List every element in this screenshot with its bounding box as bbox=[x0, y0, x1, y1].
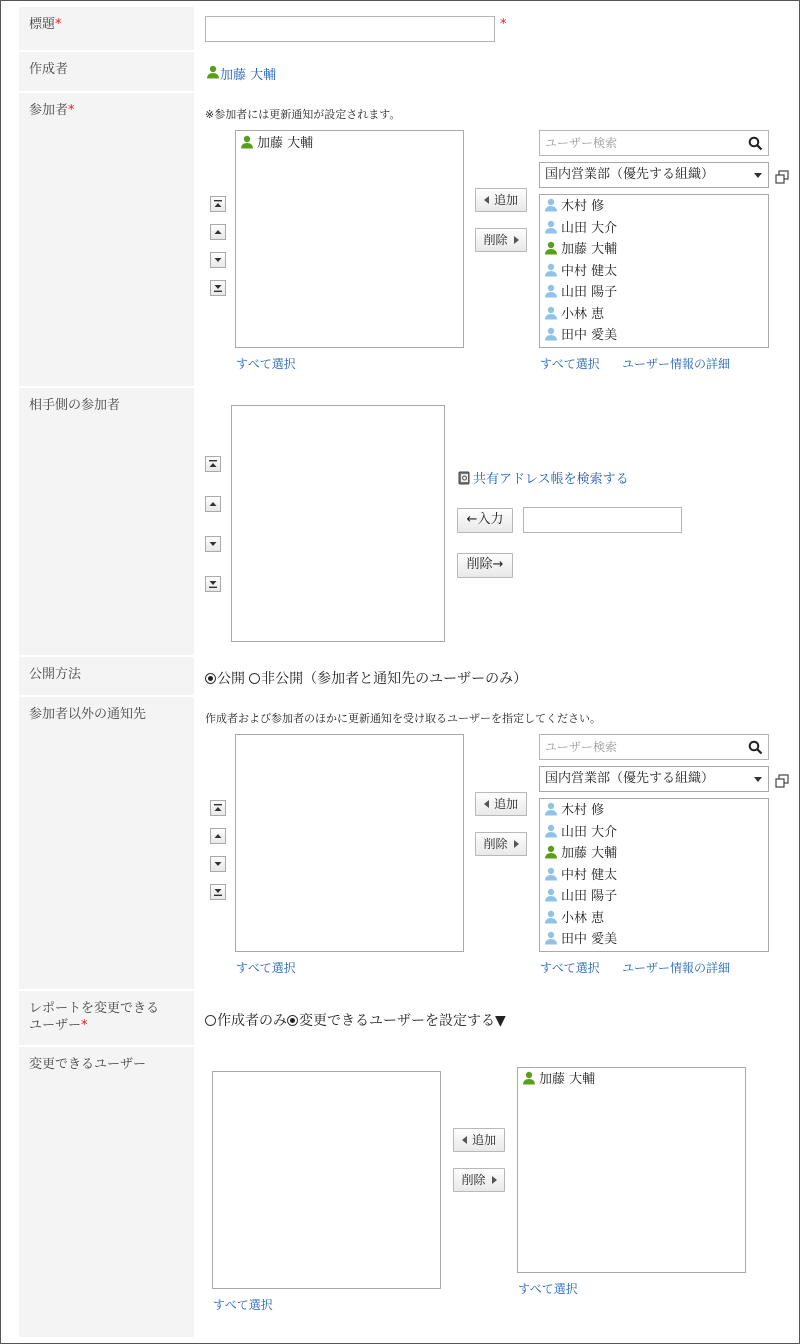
move-top-button[interactable] bbox=[205, 456, 221, 472]
editor-candidate-list[interactable] bbox=[212, 1071, 441, 1289]
popup-window-icon[interactable] bbox=[775, 774, 789, 788]
user-search-input[interactable]: ユーザー検索 bbox=[539, 734, 769, 760]
move-top-button[interactable] bbox=[210, 800, 226, 816]
add-button[interactable]: 追加 bbox=[475, 188, 527, 212]
list-item[interactable]: 山田 大介 bbox=[540, 218, 768, 240]
private-radio[interactable] bbox=[249, 673, 260, 684]
move-top-button[interactable] bbox=[210, 196, 226, 212]
user-detail-link[interactable]: ユーザー情報の詳細 bbox=[622, 357, 731, 371]
participants-note: ※参加者には更新通知が設定されます。 bbox=[205, 108, 401, 121]
list-item[interactable]: 中村 健太 bbox=[540, 261, 768, 283]
user-icon bbox=[544, 306, 558, 320]
selected-participants-list[interactable] bbox=[235, 130, 464, 348]
org-select[interactable]: 国内営業部（優先する組織） bbox=[539, 162, 769, 188]
remove-button[interactable]: 削除 bbox=[475, 832, 527, 856]
title-input[interactable] bbox=[205, 16, 495, 42]
popup-window-icon[interactable] bbox=[775, 170, 789, 184]
user-icon bbox=[544, 284, 558, 298]
org-select[interactable]: 国内営業部（優先する組織） bbox=[539, 766, 769, 792]
move-up-button[interactable] bbox=[210, 828, 226, 844]
user-icon bbox=[544, 241, 558, 255]
user-icon bbox=[240, 135, 254, 149]
row-partner bbox=[2, 388, 799, 657]
search-icon[interactable] bbox=[748, 136, 763, 151]
move-bottom-button[interactable] bbox=[205, 576, 221, 592]
select-all-left-link[interactable]: すべて選択 bbox=[213, 1298, 273, 1312]
field-label-partner: 相手側の参加者 bbox=[19, 388, 194, 655]
move-up-button[interactable] bbox=[205, 496, 221, 512]
user-icon bbox=[544, 910, 558, 924]
list-item[interactable]: 加藤 大輔 bbox=[518, 1069, 745, 1091]
editors-radio-group: 作成者のみ 変更できるユーザーを設定する▼ bbox=[205, 1010, 506, 1030]
chevron-down-icon bbox=[754, 173, 762, 178]
list-item[interactable]: 加藤 大輔 bbox=[540, 843, 768, 865]
move-up-button[interactable] bbox=[210, 224, 226, 240]
move-down-button[interactable] bbox=[210, 856, 226, 872]
move-bottom-button[interactable] bbox=[210, 884, 226, 900]
list-item[interactable]: 田中 愛美 bbox=[540, 325, 768, 347]
list-item[interactable]: 中村 健太 bbox=[540, 865, 768, 887]
search-icon[interactable] bbox=[748, 740, 763, 755]
field-label-notify: 参加者以外の通知先 bbox=[19, 697, 194, 989]
row-creator bbox=[2, 52, 799, 93]
user-search-input[interactable]: ユーザー検索 bbox=[539, 130, 769, 156]
creator-only-radio[interactable] bbox=[205, 1015, 216, 1026]
field-label-editors: 変更できるユーザー bbox=[19, 1047, 194, 1337]
row-participants bbox=[2, 93, 799, 388]
user-icon bbox=[544, 824, 558, 838]
remove-button[interactable]: 削除 bbox=[475, 228, 527, 252]
creator-user-link[interactable]: 加藤 大輔 bbox=[206, 64, 276, 83]
candidate-users-list[interactable] bbox=[539, 194, 769, 348]
move-down-button[interactable] bbox=[205, 536, 221, 552]
move-bottom-button[interactable] bbox=[210, 280, 226, 296]
input-button[interactable]: ←入力 bbox=[457, 508, 513, 533]
add-button[interactable]: 追加 bbox=[475, 792, 527, 816]
row-notify bbox=[2, 697, 799, 991]
field-label-title: 標題* bbox=[19, 7, 194, 50]
user-icon bbox=[544, 845, 558, 859]
list-item[interactable]: 小林 恵 bbox=[540, 304, 768, 326]
list-item[interactable]: 山田 大介 bbox=[540, 822, 768, 844]
partner-list[interactable] bbox=[231, 405, 445, 642]
partner-input[interactable] bbox=[523, 507, 682, 533]
list-item[interactable]: 山田 陽子 bbox=[540, 886, 768, 908]
user-icon bbox=[544, 263, 558, 277]
list-item[interactable]: 木村 修 bbox=[540, 196, 768, 218]
field-label-participants: 参加者* bbox=[19, 93, 194, 386]
move-down-button[interactable] bbox=[210, 252, 226, 268]
address-book-icon bbox=[458, 471, 471, 485]
user-icon bbox=[544, 888, 558, 902]
address-book-link[interactable]: 共有アドレス帳を検索する bbox=[458, 468, 629, 487]
select-all-candidates-link[interactable]: すべて選択 bbox=[540, 357, 600, 371]
row-editors-mode bbox=[2, 991, 799, 1047]
add-button[interactable]: 追加 bbox=[453, 1128, 505, 1152]
field-label-editors-mode: レポートを変更できる ユーザー* bbox=[19, 991, 194, 1045]
user-icon bbox=[544, 867, 558, 881]
public-radio[interactable] bbox=[205, 673, 216, 684]
select-all-link[interactable]: すべて選択 bbox=[236, 961, 296, 975]
row-title bbox=[2, 7, 799, 52]
user-icon bbox=[544, 802, 558, 816]
select-all-candidates-link[interactable]: すべて選択 bbox=[540, 961, 600, 975]
list-item[interactable]: 山田 陽子 bbox=[540, 282, 768, 304]
selected-editors-list[interactable] bbox=[517, 1067, 746, 1273]
visibility-radio-group: 公開 非公開（参加者と通知先のユーザーのみ） bbox=[205, 668, 527, 688]
field-label-creator: 作成者 bbox=[19, 52, 194, 91]
list-item[interactable]: 加藤 大輔 bbox=[236, 133, 463, 155]
list-item[interactable]: 加藤 大輔 bbox=[540, 239, 768, 261]
chevron-down-icon bbox=[754, 777, 762, 782]
remove-button[interactable]: 削除 bbox=[453, 1168, 505, 1192]
select-all-right-link[interactable]: すべて選択 bbox=[518, 1282, 578, 1296]
user-icon bbox=[544, 220, 558, 234]
remove-button[interactable]: 削除→ bbox=[457, 553, 513, 578]
set-editors-radio[interactable] bbox=[287, 1015, 298, 1026]
list-item[interactable]: 田中 愛美 bbox=[540, 929, 768, 951]
list-item[interactable]: 小林 恵 bbox=[540, 908, 768, 930]
select-all-link[interactable]: すべて選択 bbox=[236, 357, 296, 371]
required-mark: * bbox=[500, 17, 507, 32]
user-icon bbox=[206, 65, 220, 79]
candidate-users-list[interactable] bbox=[539, 798, 769, 952]
user-icon bbox=[544, 327, 558, 341]
row-visibility bbox=[2, 657, 799, 697]
user-icon bbox=[522, 1071, 536, 1085]
notify-note: 作成者および参加者のほかに更新通知を受け取るユーザーを指定してください。 bbox=[205, 712, 601, 725]
user-icon bbox=[544, 931, 558, 945]
selected-notify-list[interactable] bbox=[235, 734, 464, 952]
user-icon bbox=[544, 198, 558, 212]
user-detail-link[interactable]: ユーザー情報の詳細 bbox=[622, 961, 731, 975]
field-label-visibility: 公開方法 bbox=[19, 657, 194, 695]
row-editors bbox=[2, 1047, 799, 1339]
list-item[interactable]: 木村 修 bbox=[540, 800, 768, 822]
